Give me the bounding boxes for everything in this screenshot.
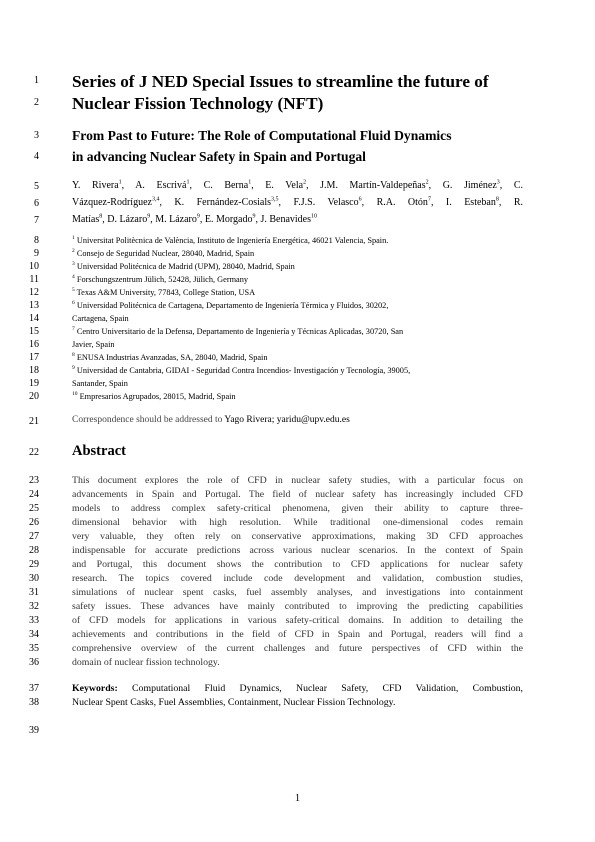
abstract-line: simulations of nuclear spent casks, fuel assembly analyses, and investigations into containment	[72, 587, 523, 598]
affiliation: $^9$ Universidad de Cantabria, GIDAI - Seguridad Contra Incendios- Investigación y Tecnología, 39005,	[72, 365, 411, 375]
abstract-line: models to address complex safety-critical phenomena, given their ability to capture three-	[72, 503, 523, 514]
affiliation: $^{10}$ Empresarios Agrupados, 28015, Madrid, Spain	[72, 391, 236, 401]
line-number: 17	[29, 352, 39, 363]
line-number: 13	[29, 300, 39, 311]
line-number: 8	[34, 235, 39, 246]
line-number: 27	[29, 531, 39, 542]
author-line-2: Vázquez-Rodríguez$^{3,4}$, K. Fernández-Cosials$^{3,5}$, F.J.S. Velasco$^6$, R.A. Otón$^7$, I. Esteban$^8$, R.	[72, 196, 523, 208]
author-line-3: Matías$^8$, D. Lázaro$^9$, M. Lázaro$^9$, E. Morgado$^9$, J. Benavides$^{10}$	[72, 213, 317, 225]
keywords-line-2: Nuclear Spent Casks, Fuel Assemblies, Containment, Nuclear Fission Technology.	[72, 697, 396, 708]
line-number: 20	[29, 391, 39, 402]
abstract-line: safety issues. These advances have mainly contributed to improving the predicting capabilities	[72, 601, 523, 612]
line-number: 12	[29, 287, 39, 298]
line-number: 5	[34, 181, 39, 192]
line-number: 15	[29, 326, 39, 337]
line-number: 24	[29, 489, 39, 500]
abstract-line: very valuable, they often rely on conservative approximations, making 3D CFD approaches	[72, 531, 523, 542]
line-number: 21	[29, 416, 39, 427]
line-number: 33	[29, 615, 39, 626]
subtitle-line-1: From Past to Future: The Role of Computational Fluid Dynamics	[72, 128, 452, 143]
line-number: 29	[29, 559, 39, 570]
author-line-1: Y. Rivera$^1$, A. Escrivá$^1$, C. Berna$^1$, E. Vela$^2$, J.M. Martín-Valdepeñas$^2$, G. Jiménez$^3$, C.	[72, 179, 524, 191]
abstract-line: advancements in Spain and Portugal. The field of nuclear safety has increasingly included CFD	[72, 489, 523, 500]
affiliation: $^8$ ENUSA Industrias Avanzadas, SA, 28040, Madrid, Spain	[72, 352, 268, 362]
affiliation: $^6$ Universidad Politécnica de Cartagena, Departamento de Ingeniería Térmica y Fluidos, 30202,	[72, 300, 389, 310]
line-number: 34	[29, 629, 39, 640]
line-number: 16	[29, 339, 39, 350]
keywords-label: Keywords:	[72, 683, 118, 694]
line-number: 1	[34, 75, 39, 86]
affiliation: Javier, Spain	[72, 340, 115, 349]
correspondence-contact[interactable]: Yago Rivera; yaridu@upv.edu.es	[224, 415, 350, 425]
line-number: 39	[29, 725, 39, 736]
line-number: 32	[29, 601, 39, 612]
line-number: 14	[29, 313, 39, 324]
line-number: 22	[29, 447, 39, 458]
affiliation: $^5$ Texas A&M University, 77843, College Station, USA	[72, 287, 256, 297]
line-number: 7	[34, 215, 39, 226]
line-number: 9	[34, 248, 39, 259]
line-number: 37	[29, 683, 39, 694]
abstract-line: comprehensive overview of the current challenges and future perspectives of CFD within the	[72, 643, 523, 654]
line-number: 26	[29, 517, 39, 528]
abstract-heading: Abstract	[72, 443, 126, 459]
line-number: 6	[34, 198, 39, 209]
line-number: 31	[29, 587, 39, 598]
abstract-line: indispensable for accurate predictions across various nuclear scenarios. In the context of Spain	[72, 545, 523, 556]
line-number: 38	[29, 697, 39, 708]
line-number: 25	[29, 503, 39, 514]
page-title-line-2: Nuclear Fission Technology (NFT)	[72, 94, 324, 113]
page-title-line-1: Series of J NED Special Issues to streamline the future of	[72, 72, 489, 91]
affiliation: $^1$ Universitat Politècnica de València, Instituto de Ingeniería Energética, 46021 Valencia, Spain.	[72, 235, 389, 245]
affiliation: $^3$ Universidad Politécnica de Madrid (UPM), 28040, Madrid, Spain	[72, 261, 295, 271]
line-number: 10	[29, 261, 39, 272]
line-number: 3	[34, 130, 39, 141]
abstract-line: dimensional behavior with high resolution. While traditional one-dimensional codes remain	[72, 517, 523, 528]
line-number: 35	[29, 643, 39, 654]
line-number: 4	[34, 151, 39, 162]
line-number: 19	[29, 378, 39, 389]
affiliation: Cartagena, Spain	[72, 314, 129, 323]
abstract-line: research. The topics covered include code development and validation, combustion studies,	[72, 573, 523, 584]
line-number: 30	[29, 573, 39, 584]
affiliation: Santander, Spain	[72, 379, 128, 388]
subtitle-line-2: in advancing Nuclear Safety in Spain and Portugal	[72, 149, 366, 164]
affiliation: $^2$ Consejo de Seguridad Nuclear, 28040, Madrid, Spain	[72, 248, 255, 258]
line-number: 36	[29, 657, 39, 668]
line-number: 11	[29, 274, 39, 285]
abstract-line: achievements and contributions in the field of CFD in Spain and Portugal, readers will find a	[72, 629, 523, 640]
page-number: 1	[294, 793, 301, 804]
affiliation: $^7$ Centro Universitario de la Defensa, Departamento de Ingeniería y Técnicas Aplicadas, 30720, San	[72, 326, 404, 336]
line-number: 23	[29, 475, 39, 486]
correspondence: Correspondence should be addressed to Yago Rivera; yaridu@upv.edu.es	[72, 415, 350, 425]
line-number: 2	[34, 97, 39, 108]
abstract-line: domain of nuclear fission technology.	[72, 657, 220, 668]
abstract-line: This document explores the role of CFD in nuclear safety studies, with a particular focus on	[72, 475, 523, 486]
keywords-line-1: Keywords: Computational Fluid Dynamics, Nuclear Safety, CFD Validation, Combustion,	[72, 683, 523, 694]
affiliation: $^4$ Forschungszentrum Jülich, 52428, Jülich, Germany	[72, 274, 249, 284]
abstract-line: of CFD models for applications in various safety-critical domains. In addition to detailing the	[72, 615, 523, 626]
line-number: 18	[29, 365, 39, 376]
abstract-line: and Portugal, this document shows the contribution to CFD applications for nuclear safety	[72, 559, 523, 570]
line-number: 28	[29, 545, 39, 556]
